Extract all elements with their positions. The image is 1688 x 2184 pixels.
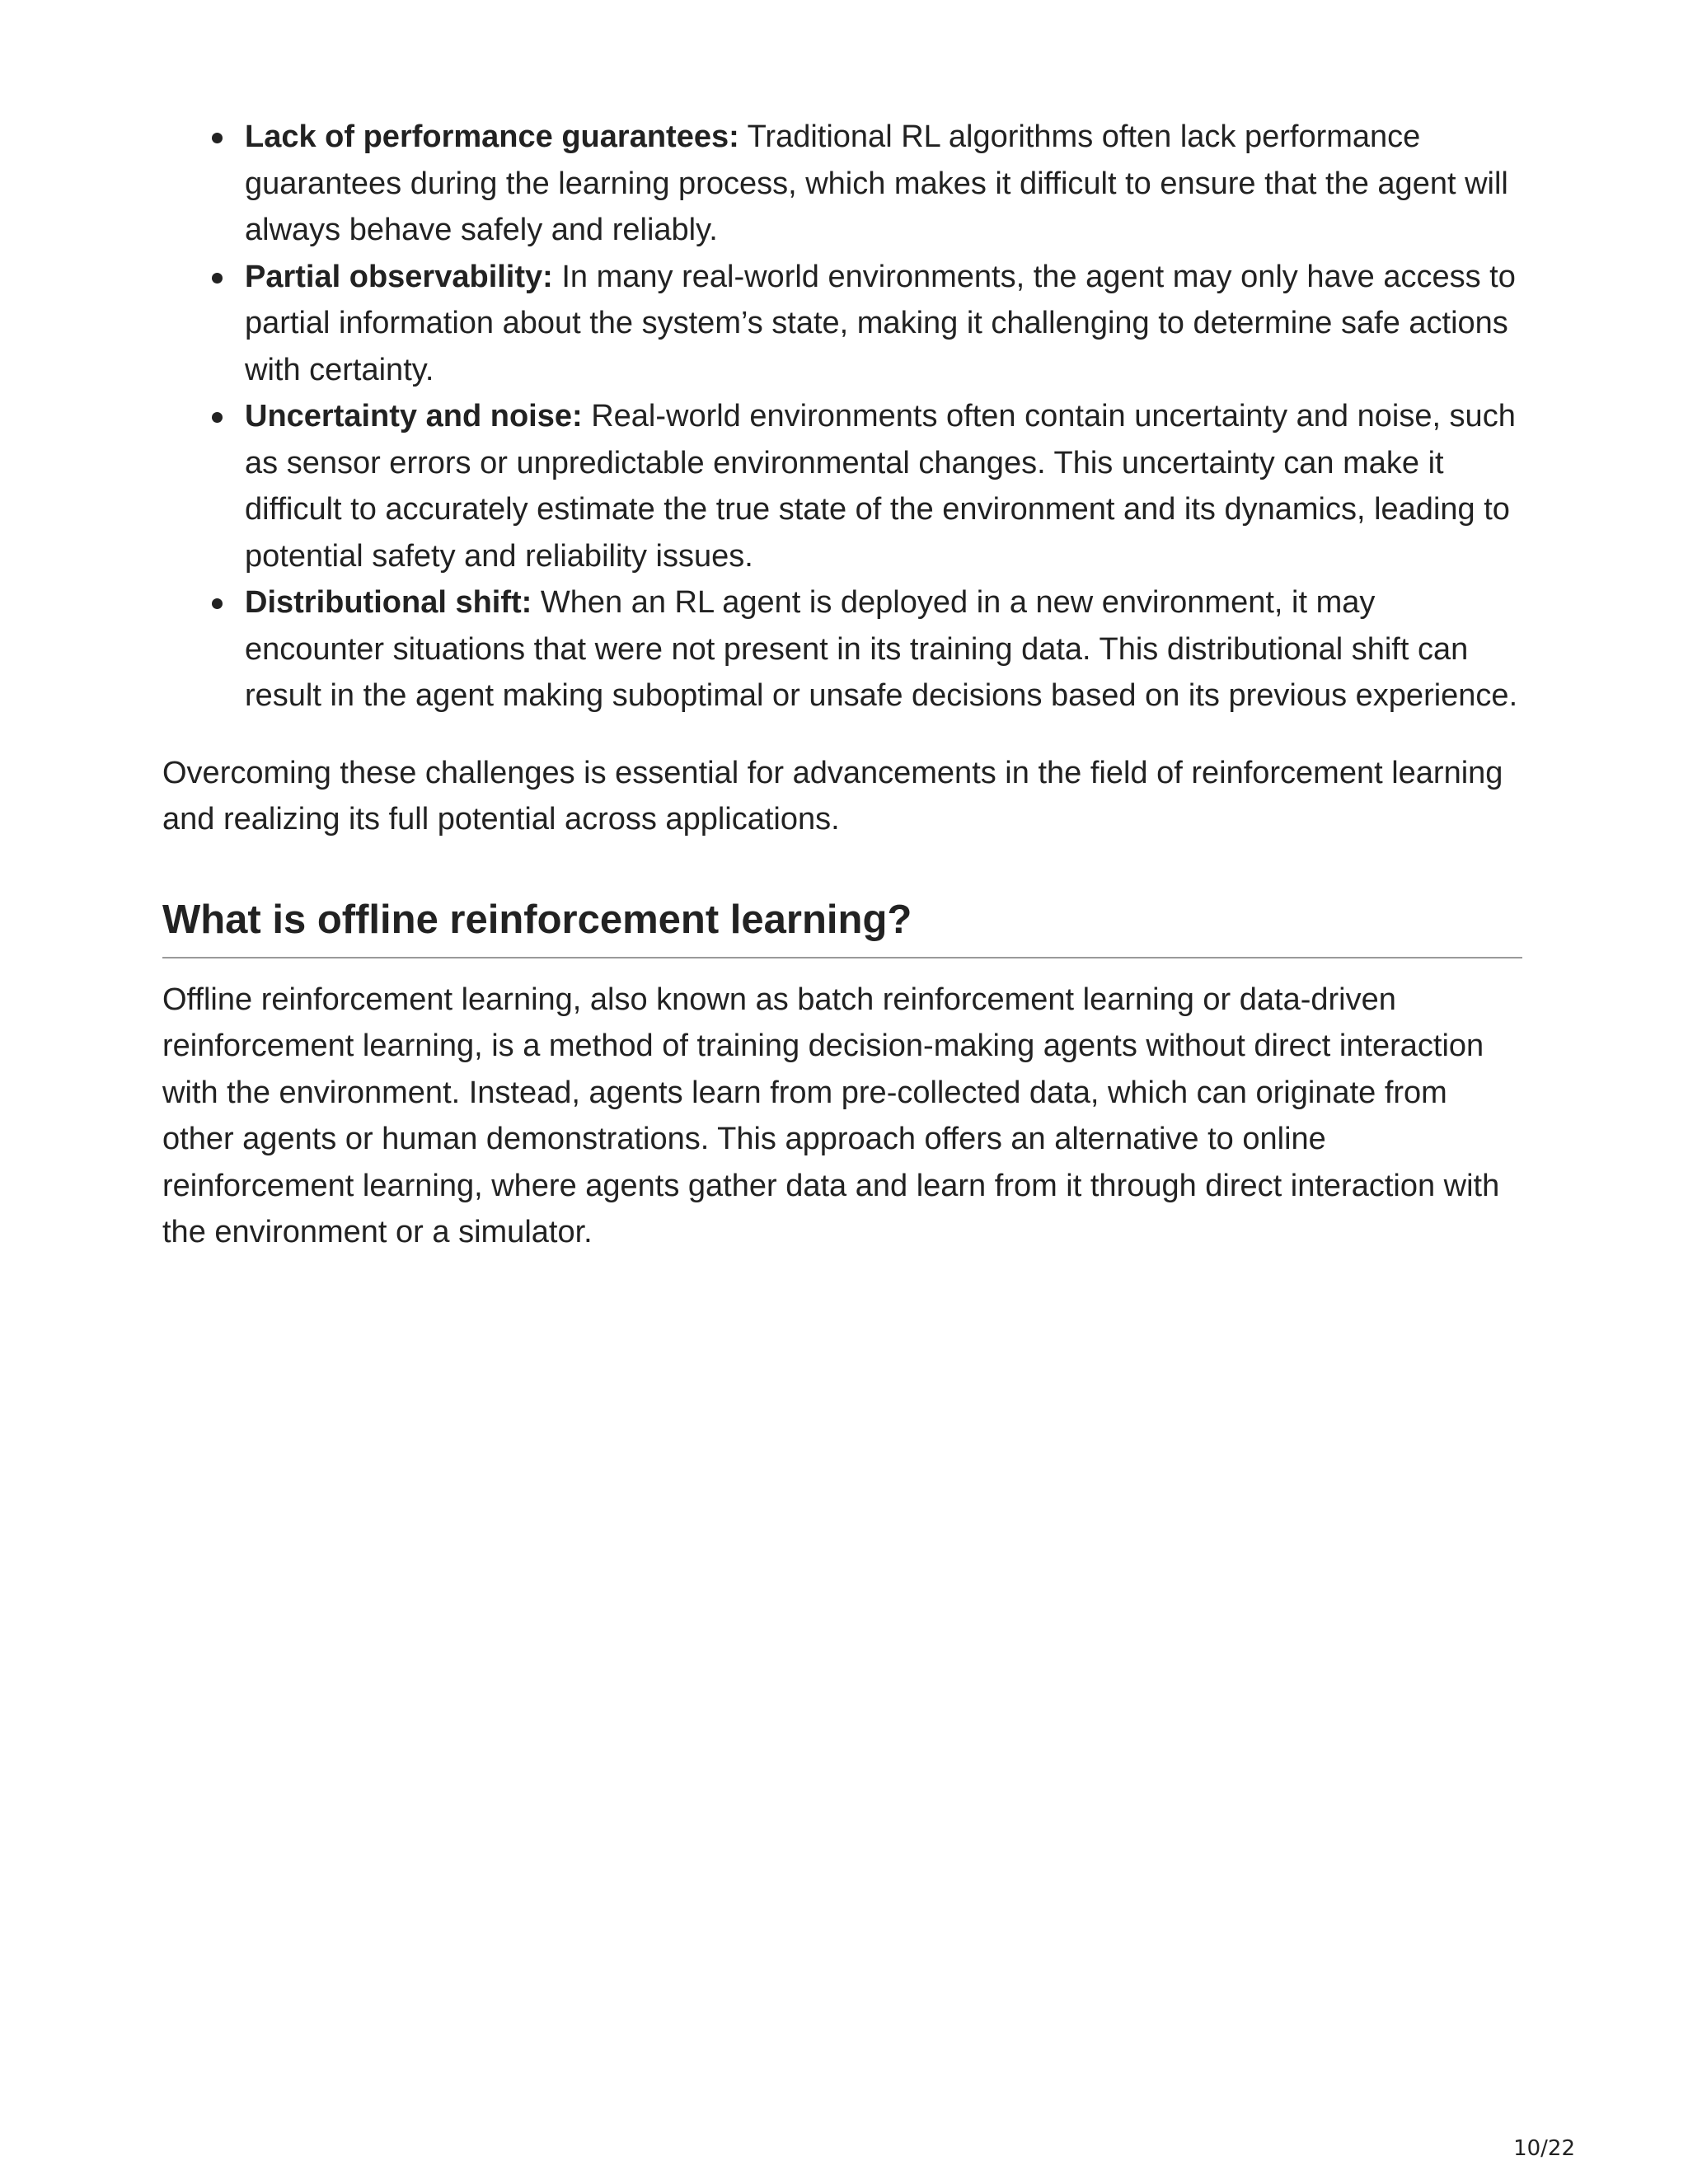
bullet-icon xyxy=(212,133,223,143)
bullet-icon xyxy=(212,598,223,609)
bullet-icon xyxy=(212,273,223,284)
document-page xyxy=(162,114,1522,1256)
list-item xyxy=(245,579,1522,719)
page-number: 10/22 xyxy=(1513,2136,1575,2161)
challenge-description: When an RL agent is deployed in a new environment, it may encounter situations that were not present in its training data. This distributional shift can result in the agent making suboptimal or unsafe decisions based on its previous experience. xyxy=(245,585,1518,713)
summary-paragraph: Overcoming these challenges is essential for advancements in the field of reinforcement learning and realizing its full potential across applications. xyxy=(162,755,1503,837)
challenge-description: Real-world environments often contain uncertainty and noise, such as sensor errors or unpredictable environmental changes. This uncertainty can make it difficult to accurately estimate the true state of the environment and its dynamics, leading to potential safety and reliability issues. xyxy=(245,399,1516,574)
challenge-term: Lack of performance guarantees: xyxy=(245,120,739,154)
challenge-description: Traditional RL algorithms often lack performance guarantees during the learning process, which makes it difficult to ensure that the agent will always behave safely and reliably. xyxy=(245,120,1508,247)
challenge-term: Distributional shift: xyxy=(245,585,532,620)
section-body-paragraph: Offline reinforcement learning, also known as batch reinforcement learning or data-driven reinforcement learning, is a method of training decision-making agents without direct interaction with the environment. Instead, agents learn from pre-collected data, which can originate from other agents or human demonstrations. This approach offers an alternative to online reinforcement learning, where agents gather data and learn from it through direct interaction with the environment or a simulator. xyxy=(162,982,1500,1249)
list-item xyxy=(245,114,1522,254)
challenge-description: In many real-world environments, the agent may only have access to partial information about the system’s state, making it challenging to determine safe actions with certainty. xyxy=(245,259,1516,387)
list-item xyxy=(245,254,1522,394)
section-heading: What is offline reinforcement learning? xyxy=(162,895,1522,958)
challenge-term: Uncertainty and noise: xyxy=(245,399,583,434)
challenge-term: Partial observability: xyxy=(245,259,553,294)
list-item xyxy=(245,393,1522,579)
bullet-icon xyxy=(212,412,223,423)
challenges-list xyxy=(162,114,1522,719)
